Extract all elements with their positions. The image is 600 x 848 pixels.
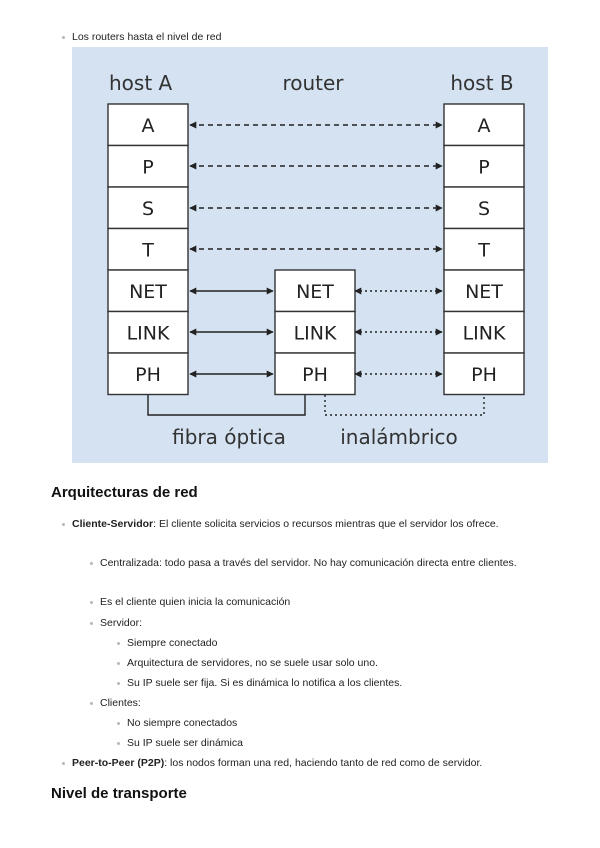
network-layers-diagram: [72, 47, 548, 463]
p2p-text: : los nodos forman una red, haciendo tanto de red como de servidor.: [164, 757, 483, 769]
bullet-marker: [90, 562, 93, 565]
p2p-term: Peer-to-Peer (P2P): [72, 757, 165, 769]
host-a-label: host A: [109, 71, 173, 95]
host-a-layer-label-t: T: [142, 239, 154, 262]
servidor-label: Servidor:: [100, 617, 143, 629]
bullet-marker: [90, 601, 93, 604]
bullet-marker: [90, 702, 93, 705]
host-a-layer-label-net: NET: [129, 280, 167, 303]
host-b-layer-label-net: NET: [465, 280, 503, 303]
wireless-link-line: [325, 395, 484, 415]
host-a-layer-label-s: S: [141, 197, 155, 220]
cliente-servidor-item: [72, 517, 542, 531]
host-b-layer-label-a: A: [477, 114, 491, 137]
bullet-marker: [62, 523, 65, 526]
host-a-layer-label-link: LINK: [126, 322, 170, 345]
servidor-item-2: Arquitectura de servidores, no se suele usar solo uno.: [127, 657, 378, 669]
centralizada-item: Centralizada: todo pasa a través del servidor. No hay comunicación directa entre clientes.: [100, 557, 517, 569]
inicia-item: Es el cliente quien inicia la comunicación: [100, 596, 291, 608]
host-b-layer-label-p: P: [478, 156, 490, 179]
section-heading-arquitecturas: Arquitecturas de red: [51, 484, 198, 501]
host-b-stack: [444, 104, 524, 395]
host-a-layer-label-a: A: [141, 114, 155, 137]
host-a-layer-label-p: P: [142, 156, 154, 179]
bullet-marker: [117, 662, 120, 665]
host-a-layer-label-ph: PH: [135, 363, 161, 386]
host-b-layer-label-t: T: [478, 239, 490, 262]
host-b-layer-label-s: S: [477, 197, 491, 220]
bullet-marker: [117, 742, 120, 745]
clientes-label: Clientes:: [100, 697, 141, 709]
bullet-marker: [62, 36, 65, 39]
host-b-layer-label-ph: PH: [471, 363, 497, 386]
bullet-marker: [62, 762, 65, 765]
servidor-item-1: Siempre conectado: [127, 637, 218, 649]
fiber-link-line: [148, 395, 305, 415]
router-layer-label-net: NET: [296, 280, 334, 303]
router-layer-label-link: LINK: [293, 322, 337, 345]
wireless-label: inalámbrico: [340, 425, 458, 449]
clientes-item-2: Su IP suele ser dinámica: [127, 737, 243, 749]
host-b-label: host B: [450, 71, 514, 95]
bullet-marker: [117, 722, 120, 725]
router-stack: [275, 270, 355, 395]
bullet-marker: [117, 682, 120, 685]
bullet-marker: [90, 622, 93, 625]
bullet-marker: [117, 642, 120, 645]
fiber-label: fibra óptica: [172, 425, 286, 449]
servidor-item-3: Su IP suele ser fija. Si es dinámica lo notifica a los clientes.: [127, 677, 403, 689]
section-heading-transporte: Nivel de transporte: [51, 785, 187, 802]
intro-bullet-text: Los routers hasta el nivel de red: [72, 31, 222, 43]
clientes-item-1: No siempre conectados: [127, 717, 238, 729]
router-layer-label-ph: PH: [302, 363, 328, 386]
cliente-servidor-text: : El cliente solicita servicios o recursos mientras que el servidor los ofrece.: [153, 518, 499, 530]
router-label: router: [282, 71, 344, 95]
host-b-layer-label-link: LINK: [462, 322, 506, 345]
p2p-item: [72, 756, 482, 770]
cliente-servidor-term: Cliente-Servidor: [72, 518, 154, 530]
host-a-stack: [108, 104, 188, 395]
